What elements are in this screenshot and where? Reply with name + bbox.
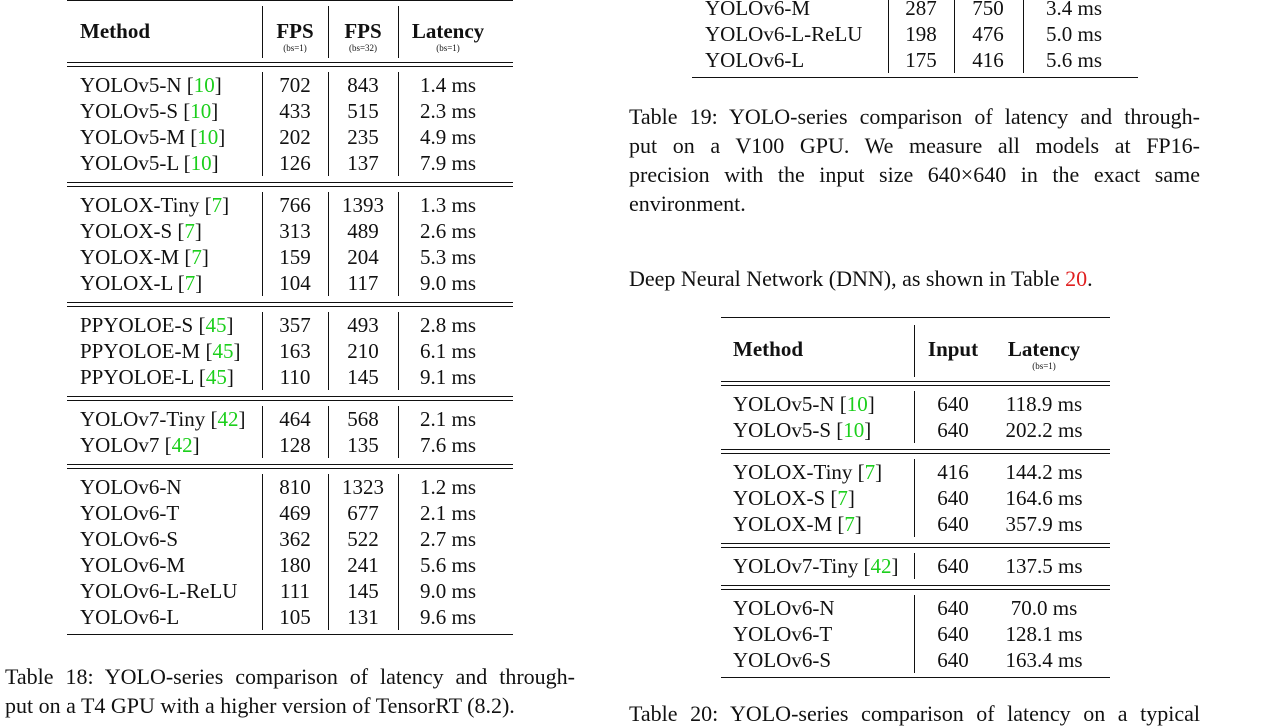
method-name: YOLOv6-M <box>80 553 185 577</box>
fps-bs1-value: 180 <box>279 553 311 577</box>
method-name: YOLOv5-S <box>733 418 831 442</box>
table-rule <box>67 464 513 465</box>
fps-bs32-value: 568 <box>347 407 379 431</box>
table-rule <box>721 385 1110 386</box>
table-rule <box>67 186 513 187</box>
fps-bs1-value: 287 <box>905 0 937 20</box>
cite-open: [ <box>832 512 845 536</box>
method-name: YOLOX-Tiny <box>733 460 853 484</box>
method-cell <box>80 270 202 296</box>
fps-bs32-value: 145 <box>347 579 379 603</box>
method-cell <box>80 552 185 578</box>
method-name: YOLOv6-L <box>80 605 180 629</box>
method-cell <box>80 124 225 150</box>
latency-value: 1.4 ms <box>419 73 477 97</box>
table-rule <box>67 302 513 303</box>
cite-open: [ <box>199 193 212 217</box>
method-name: YOLOv6-M <box>705 0 810 20</box>
column-divider <box>328 72 329 176</box>
cite-open: [ <box>178 99 191 123</box>
citation-link[interactable]: 10 <box>197 125 219 149</box>
cite-open: [ <box>179 245 192 269</box>
table-18 <box>67 0 513 640</box>
method-cell <box>733 459 882 485</box>
cite-open: [ <box>834 392 847 416</box>
table-19-caption: Table 19: YOLO-series comparison of latency and through- put on a V100 GPU. We measure all models at FP16- precision with the input size 640×640 in the exact same environment. <box>629 104 1200 216</box>
cite-close: ] <box>875 460 883 484</box>
input-value: 640 <box>937 512 969 536</box>
column-divider <box>888 0 889 73</box>
method-cell <box>705 21 862 47</box>
method-name: YOLOv7-Tiny <box>733 554 859 578</box>
column-divider <box>328 406 329 458</box>
method-cell <box>80 604 179 630</box>
method-name: YOLOv7 <box>80 433 160 457</box>
column-divider <box>262 6 263 58</box>
citation-link[interactable]: 10 <box>846 392 868 416</box>
latency-value: 7.6 ms <box>419 433 477 457</box>
cite-open: [ <box>185 125 198 149</box>
table-rule <box>721 317 1110 318</box>
fps-bs1-value: 362 <box>279 527 311 551</box>
header-latency: Latency <box>1007 337 1081 361</box>
method-name: YOLOX-S <box>80 219 173 243</box>
table-rule <box>721 449 1110 450</box>
method-name: YOLOX-M <box>80 245 180 269</box>
fps-bs32-value: 204 <box>347 245 379 269</box>
latency-value: 4.9 ms <box>419 125 477 149</box>
input-value: 640 <box>937 554 969 578</box>
method-name: YOLOX-Tiny <box>80 193 200 217</box>
method-cell <box>80 406 246 432</box>
fps-bs1-value: 433 <box>279 99 311 123</box>
fps-bs1-value: 702 <box>279 73 311 97</box>
table-rule <box>67 66 513 67</box>
cite-close: ] <box>233 339 241 363</box>
latency-value: 1.2 ms <box>419 475 477 499</box>
table-rule <box>721 453 1110 454</box>
method-cell <box>80 98 218 124</box>
column-divider <box>398 312 399 390</box>
fps-bs1-value: 126 <box>279 151 311 175</box>
column-divider <box>914 325 915 377</box>
fps-bs32-value: 493 <box>347 313 379 337</box>
method-name: YOLOv6-N <box>80 475 182 499</box>
table-rule <box>67 396 513 397</box>
cite-close: ] <box>847 486 855 510</box>
column-divider <box>398 406 399 458</box>
latency-value: 128.1 ms <box>1005 622 1083 646</box>
latency-value: 7.9 ms <box>419 151 477 175</box>
method-name: PPYOLOE-L <box>80 365 194 389</box>
fps-bs1-value: 810 <box>279 475 311 499</box>
citation-link[interactable]: 45 <box>205 313 227 337</box>
header-latency: Latency <box>411 19 485 43</box>
method-name: YOLOv6-N <box>733 596 835 620</box>
body-paragraph: Deep Neural Network (DNN), as shown in Table 20. <box>629 266 1093 291</box>
fps-bs32-value: 241 <box>347 553 379 577</box>
citation-link[interactable]: 7 <box>211 193 223 217</box>
cite-close: ] <box>222 193 230 217</box>
method-cell <box>80 474 181 500</box>
header-method: Method <box>80 19 150 43</box>
table-bottom-rule <box>67 634 513 635</box>
fps-bs32-value: 210 <box>347 339 379 363</box>
table-18-caption: Table 18: YOLO-series comparison of latency and through- put on a T4 GPU with a higher version of TensorRT (8.2). <box>5 664 575 718</box>
latency-value: 2.1 ms <box>419 407 477 431</box>
citation-link[interactable]: 7 <box>184 271 196 295</box>
method-name: PPYOLOE-M <box>80 339 201 363</box>
latency-value: 1.3 ms <box>419 193 477 217</box>
method-cell <box>733 553 899 579</box>
latency-value: 2.6 ms <box>419 219 477 243</box>
fps-bs1-value: 175 <box>905 48 937 72</box>
fps-bs32-value: 235 <box>347 125 379 149</box>
input-value: 416 <box>937 460 969 484</box>
method-cell <box>80 578 237 604</box>
method-name: YOLOX-L <box>80 271 173 295</box>
fps-bs32-value: 135 <box>347 433 379 457</box>
table-rule <box>67 306 513 307</box>
fps-bs1-value: 110 <box>279 365 311 389</box>
fps-bs1-value: 111 <box>280 579 310 603</box>
fps-bs1-value: 313 <box>279 219 311 243</box>
column-divider <box>1023 0 1024 73</box>
header-input: Input <box>927 337 979 361</box>
fps-bs1-value: 159 <box>279 245 311 269</box>
method-cell <box>80 364 234 390</box>
cite-close: ] <box>211 99 219 123</box>
latency-value: 137.5 ms <box>1005 554 1083 578</box>
method-cell <box>733 647 831 673</box>
fps-bs32-value: 117 <box>347 271 379 295</box>
fps-bs32-value: 677 <box>347 501 379 525</box>
table-rule <box>67 62 513 63</box>
method-cell <box>733 417 871 443</box>
column-divider <box>328 6 329 58</box>
cite-close: ] <box>218 125 226 149</box>
cite-close: ] <box>854 512 862 536</box>
method-name: YOLOv6-L-ReLU <box>705 22 863 46</box>
table-20-caption: Table 20: YOLO-series comparison of latency on a typical <box>629 701 1200 726</box>
column-divider <box>262 312 263 390</box>
table-ref-link[interactable]: 20 <box>1065 266 1088 291</box>
table-rule <box>721 585 1110 586</box>
table-rule <box>721 381 1110 382</box>
latency-value: 2.3 ms <box>419 99 477 123</box>
method-name: YOLOv5-N <box>80 73 182 97</box>
column-divider <box>328 312 329 390</box>
citation-link[interactable]: 42 <box>217 407 239 431</box>
cite-close: ] <box>214 73 222 97</box>
column-divider <box>954 0 955 73</box>
fps-bs32-value: 522 <box>347 527 379 551</box>
citation-link[interactable]: 10 <box>843 418 865 442</box>
cite-open: [ <box>193 313 206 337</box>
cite-open: [ <box>831 418 844 442</box>
fps-bs32-value: 750 <box>972 0 1004 20</box>
method-cell <box>80 500 179 526</box>
method-name: YOLOv7-Tiny <box>80 407 206 431</box>
latency-value: 3.4 ms <box>1045 0 1103 20</box>
column-divider <box>328 474 329 630</box>
method-cell <box>705 0 810 21</box>
cite-close: ] <box>194 219 202 243</box>
fps-bs1-value: 766 <box>279 193 311 217</box>
latency-value: 2.1 ms <box>419 501 477 525</box>
cite-open: [ <box>172 219 185 243</box>
cite-open: [ <box>181 73 194 97</box>
method-name: YOLOX-M <box>733 512 833 536</box>
latency-value: 2.8 ms <box>419 313 477 337</box>
column-divider <box>398 6 399 58</box>
method-name: YOLOv6-T <box>733 622 833 646</box>
column-divider <box>328 192 329 296</box>
fps-bs32-value: 476 <box>972 22 1004 46</box>
fps-bs1-value: 105 <box>279 605 311 629</box>
header-fps-bs1-note: (bs=1) <box>283 43 307 53</box>
input-value: 640 <box>937 486 969 510</box>
fps-bs32-value: 416 <box>972 48 1004 72</box>
method-name: YOLOv6-T <box>80 501 180 525</box>
citation-link[interactable]: 7 <box>191 245 202 269</box>
cite-open: [ <box>825 486 838 510</box>
method-name: YOLOv5-M <box>80 125 185 149</box>
latency-value: 164.6 ms <box>1005 486 1083 510</box>
cite-open: [ <box>159 433 172 457</box>
cite-close: ] <box>864 418 872 442</box>
method-cell <box>80 432 200 458</box>
method-cell <box>80 526 178 552</box>
method-cell <box>705 47 804 73</box>
method-name: YOLOv6-S <box>80 527 178 551</box>
column-divider <box>262 406 263 458</box>
table-rule <box>67 468 513 469</box>
cite-open: [ <box>172 271 185 295</box>
citation-link[interactable]: 42 <box>171 433 193 457</box>
latency-value: 5.0 ms <box>1045 22 1103 46</box>
method-cell <box>80 218 202 244</box>
cite-open: [ <box>200 339 213 363</box>
latency-value: 202.2 ms <box>1005 418 1083 442</box>
fps-bs1-value: 128 <box>279 433 311 457</box>
fps-bs32-value: 137 <box>347 151 379 175</box>
citation-link[interactable]: 45 <box>212 339 234 363</box>
citation-link[interactable]: 7 <box>184 219 195 243</box>
latency-value: 2.7 ms <box>419 527 477 551</box>
method-cell <box>733 511 862 537</box>
table-bottom-rule <box>721 677 1110 678</box>
column-divider <box>262 474 263 630</box>
table-20 <box>721 317 1110 679</box>
method-cell <box>80 72 222 98</box>
table-rule <box>67 400 513 401</box>
citation-link[interactable]: 7 <box>864 460 876 484</box>
method-cell <box>80 244 209 270</box>
column-divider <box>398 192 399 296</box>
method-name: YOLOv6-L-ReLU <box>80 579 238 603</box>
column-divider <box>398 474 399 630</box>
cite-close: ] <box>867 392 875 416</box>
method-cell <box>80 192 229 218</box>
latency-value: 163.4 ms <box>1005 648 1083 672</box>
citation-link[interactable]: 10 <box>193 73 215 97</box>
input-value: 640 <box>937 648 969 672</box>
cite-close: ] <box>226 313 234 337</box>
header-fps-bs1: FPS <box>276 19 314 43</box>
cite-open: [ <box>193 365 206 389</box>
fps-bs1-value: 202 <box>279 125 311 149</box>
citation-link[interactable]: 45 <box>205 365 227 389</box>
header-method: Method <box>733 337 803 361</box>
method-name: YOLOv5-S <box>80 99 178 123</box>
citation-link[interactable]: 7 <box>837 486 848 510</box>
fps-bs1-value: 104 <box>279 271 311 295</box>
input-value: 640 <box>937 596 969 620</box>
fps-bs1-value: 469 <box>279 501 311 525</box>
method-name: PPYOLOE-S <box>80 313 194 337</box>
cite-close: ] <box>891 554 899 578</box>
cite-close: ] <box>201 245 209 269</box>
table-rule <box>721 547 1110 548</box>
method-cell <box>80 338 240 364</box>
method-name: YOLOv6-L <box>705 48 805 72</box>
method-cell <box>80 150 219 176</box>
fps-bs32-value: 489 <box>347 219 379 243</box>
citation-link[interactable]: 10 <box>190 151 212 175</box>
input-value: 640 <box>937 392 969 416</box>
column-divider <box>914 595 915 673</box>
method-cell <box>733 621 832 647</box>
input-value: 640 <box>937 622 969 646</box>
latency-value: 357.9 ms <box>1005 512 1083 536</box>
column-divider <box>262 72 263 176</box>
table-rule <box>721 543 1110 544</box>
fps-bs32-value: 1393 <box>342 193 384 217</box>
method-cell <box>733 391 875 417</box>
cite-close: ] <box>226 365 234 389</box>
cite-close: ] <box>192 433 200 457</box>
header-fps-bs32-note: (bs=32) <box>348 43 378 53</box>
method-name: YOLOv5-L <box>80 151 179 175</box>
fps-bs1-value: 198 <box>905 22 937 46</box>
latency-value: 144.2 ms <box>1005 460 1083 484</box>
latency-value: 5.6 ms <box>1045 48 1103 72</box>
fps-bs32-value: 515 <box>347 99 379 123</box>
citation-link[interactable]: 42 <box>870 554 892 578</box>
column-divider <box>914 553 915 579</box>
cite-open: [ <box>205 407 218 431</box>
table-rule <box>67 182 513 183</box>
latency-value: 9.0 ms <box>419 579 477 603</box>
fps-bs1-value: 357 <box>279 313 311 337</box>
column-divider <box>914 459 915 537</box>
latency-value: 6.1 ms <box>419 339 477 363</box>
method-name: YOLOX-S <box>733 486 826 510</box>
cite-open: [ <box>178 151 191 175</box>
method-cell <box>733 595 834 621</box>
latency-value: 5.3 ms <box>419 245 477 269</box>
method-cell <box>80 312 233 338</box>
method-cell <box>733 485 855 511</box>
column-divider <box>262 192 263 296</box>
table-rule <box>67 0 513 1</box>
fps-bs32-value: 131 <box>347 605 379 629</box>
fps-bs32-value: 145 <box>347 365 379 389</box>
citation-link[interactable]: 7 <box>844 512 855 536</box>
cite-close: ] <box>211 151 219 175</box>
header-fps-bs32: FPS <box>344 19 382 43</box>
cite-open: [ <box>858 554 871 578</box>
column-divider <box>914 391 915 443</box>
cite-close: ] <box>195 271 203 295</box>
latency-value: 9.1 ms <box>419 365 477 389</box>
header-latency-note: (bs=1) <box>1032 361 1056 371</box>
latency-value: 5.6 ms <box>419 553 477 577</box>
fps-bs32-value: 1323 <box>342 475 384 499</box>
latency-value: 9.6 ms <box>419 605 477 629</box>
method-name: YOLOv6-S <box>733 648 831 672</box>
column-divider <box>398 72 399 176</box>
input-value: 640 <box>937 418 969 442</box>
fps-bs1-value: 464 <box>279 407 311 431</box>
fps-bs32-value: 843 <box>347 73 379 97</box>
latency-value: 9.0 ms <box>419 271 477 295</box>
header-latency-note: (bs=1) <box>436 43 460 53</box>
table-19-tail <box>692 0 1138 80</box>
cite-close: ] <box>238 407 246 431</box>
method-name: YOLOv5-N <box>733 392 835 416</box>
cite-open: [ <box>852 460 865 484</box>
citation-link[interactable]: 10 <box>190 99 212 123</box>
fps-bs1-value: 163 <box>279 339 311 363</box>
latency-value: 118.9 ms <box>1005 392 1083 416</box>
table-rule <box>721 589 1110 590</box>
table-bottom-rule <box>692 77 1138 78</box>
latency-value: 70.0 ms <box>1010 596 1078 620</box>
